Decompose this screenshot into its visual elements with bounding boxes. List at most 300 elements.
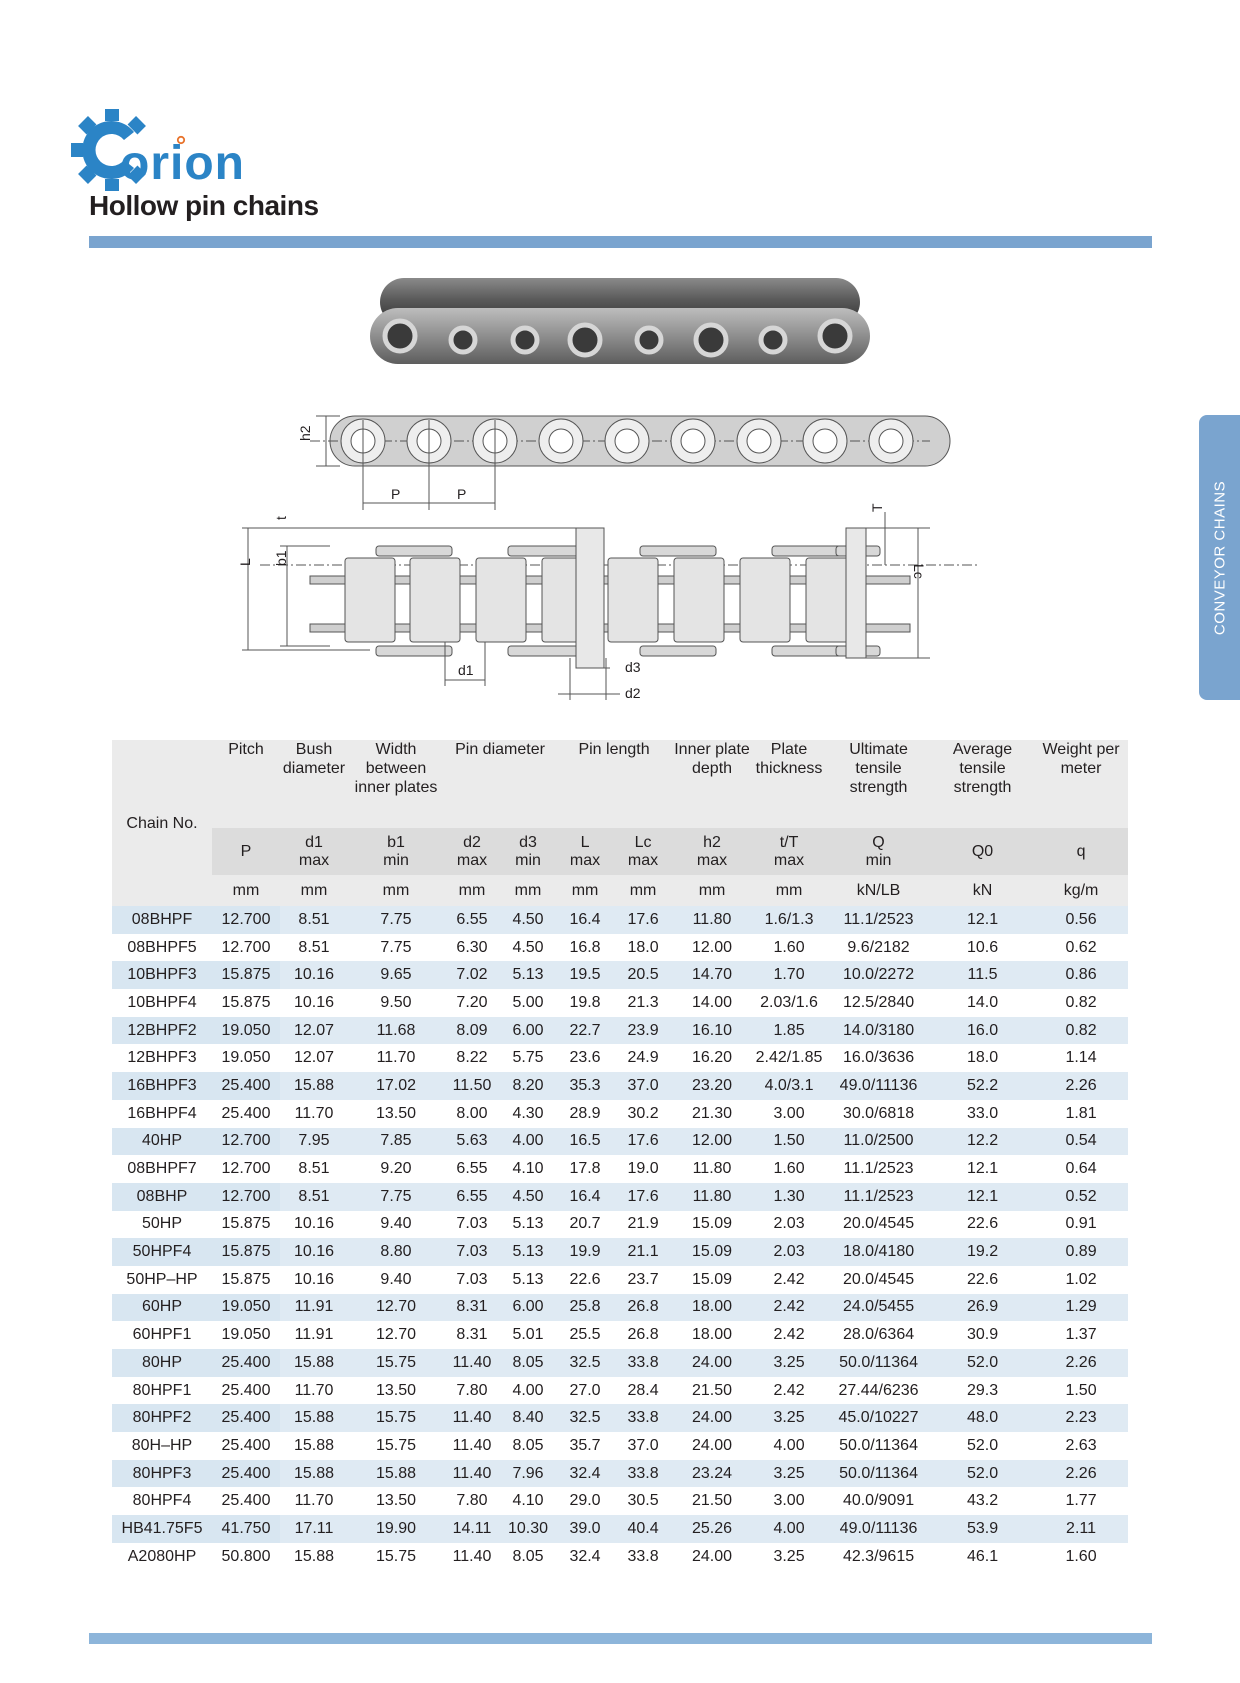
table-cell: 1.60 — [752, 1155, 826, 1183]
table-cell: 0.91 — [1034, 1211, 1128, 1239]
table-cell: 12.2 — [931, 1128, 1034, 1156]
chain-no-cell: 08BHP — [112, 1183, 212, 1211]
table-cell: 29.0 — [556, 1487, 614, 1515]
chain-no-cell: 60HP — [112, 1294, 212, 1322]
table-cell: 12.5/2840 — [826, 989, 931, 1017]
table-row — [112, 1266, 1128, 1294]
table-cell: 11.40 — [444, 1432, 500, 1460]
label-pitch-1: P — [391, 486, 401, 502]
label-big-t: T — [869, 503, 885, 512]
table-cell: 16.5 — [556, 1128, 614, 1156]
table-cell: 32.5 — [556, 1349, 614, 1377]
header-divider — [89, 236, 1152, 248]
table-cell: 50.0/11364 — [826, 1460, 931, 1488]
table-cell: 52.0 — [931, 1432, 1034, 1460]
header-unit-cell: mm — [280, 875, 348, 906]
table-cell: 3.25 — [752, 1543, 826, 1571]
table-cell: 10.16 — [280, 1238, 348, 1266]
table-row — [112, 934, 1128, 962]
label-pitch-2: P — [457, 486, 467, 502]
table-cell: 7.80 — [444, 1377, 500, 1405]
table-cell: 20.7 — [556, 1211, 614, 1239]
table-cell: 5.13 — [500, 1266, 556, 1294]
table-cell: 12.70 — [348, 1321, 444, 1349]
table-cell: 5.00 — [500, 989, 556, 1017]
header-unit-cell: mm — [614, 875, 672, 906]
table-cell: 11.1/2523 — [826, 906, 931, 934]
table-cell: 23.20 — [672, 1072, 752, 1100]
table-cell: 8.80 — [348, 1238, 444, 1266]
table-cell: 2.11 — [1034, 1515, 1128, 1543]
label-b1: b1 — [273, 550, 289, 566]
table-cell: 18.00 — [672, 1321, 752, 1349]
table-cell: 7.03 — [444, 1211, 500, 1239]
table-cell: 15.875 — [212, 961, 280, 989]
table-cell: 49.0/11136 — [826, 1515, 931, 1543]
label-d2: d2 — [625, 685, 641, 701]
table-cell: 5.13 — [500, 1238, 556, 1266]
table-cell: 17.8 — [556, 1155, 614, 1183]
table-cell: 5.01 — [500, 1321, 556, 1349]
table-row — [112, 1487, 1128, 1515]
label-h2: h2 — [297, 425, 313, 441]
table-cell: 25.26 — [672, 1515, 752, 1543]
table-cell: 24.00 — [672, 1349, 752, 1377]
table-cell: 3.25 — [752, 1404, 826, 1432]
header-group-cell: Ultimate tensile strength — [826, 740, 931, 828]
table-cell: 25.5 — [556, 1321, 614, 1349]
table-cell: 8.51 — [280, 906, 348, 934]
table-cell: 5.63 — [444, 1128, 500, 1156]
table-cell: 8.51 — [280, 1183, 348, 1211]
table-cell: 21.9 — [614, 1211, 672, 1239]
table-cell: 10.16 — [280, 989, 348, 1017]
table-cell: 11.70 — [348, 1044, 444, 1072]
table-cell: 23.6 — [556, 1044, 614, 1072]
table-cell: 35.3 — [556, 1072, 614, 1100]
table-cell: 9.40 — [348, 1211, 444, 1239]
table-cell: 7.96 — [500, 1460, 556, 1488]
header-group-cell: Pitch — [212, 740, 280, 828]
table-cell: 1.02 — [1034, 1266, 1128, 1294]
table-row — [112, 1072, 1128, 1100]
header-group-cell: Weight per meter — [1034, 740, 1128, 828]
table-row — [112, 1211, 1128, 1239]
table-cell: 10.6 — [931, 934, 1034, 962]
table-cell: 19.5 — [556, 961, 614, 989]
table-cell: 16.4 — [556, 1183, 614, 1211]
table-cell: 11.40 — [444, 1460, 500, 1488]
table-cell: 1.70 — [752, 961, 826, 989]
table-cell: 26.8 — [614, 1321, 672, 1349]
table-cell: 48.0 — [931, 1404, 1034, 1432]
table-cell: 11.70 — [280, 1487, 348, 1515]
table-cell: 16.4 — [556, 906, 614, 934]
table-cell: 14.00 — [672, 989, 752, 1017]
table-cell: 7.75 — [348, 934, 444, 962]
table-row — [112, 1238, 1128, 1266]
chain-no-cell: 60HPF1 — [112, 1321, 212, 1349]
table-cell: 2.42 — [752, 1294, 826, 1322]
table-cell: 7.75 — [348, 1183, 444, 1211]
table-cell: 12.700 — [212, 934, 280, 962]
table-cell: 21.30 — [672, 1100, 752, 1128]
table-cell: 6.00 — [500, 1017, 556, 1045]
table-cell: 45.0/10227 — [826, 1404, 931, 1432]
table-row — [112, 1432, 1128, 1460]
chain-no-cell: 50HPF4 — [112, 1238, 212, 1266]
table-cell: 17.6 — [614, 1128, 672, 1156]
table-cell: 11.70 — [280, 1377, 348, 1405]
table-cell: 52.0 — [931, 1349, 1034, 1377]
table-cell: 19.050 — [212, 1321, 280, 1349]
table-cell: 20.0/4545 — [826, 1211, 931, 1239]
table-cell: 11.1/2523 — [826, 1183, 931, 1211]
table-cell: 41.750 — [212, 1515, 280, 1543]
table-cell: 14.0/3180 — [826, 1017, 931, 1045]
table-cell: 16.8 — [556, 934, 614, 962]
table-cell: 25.8 — [556, 1294, 614, 1322]
table-cell: 21.50 — [672, 1487, 752, 1515]
table-cell: 13.50 — [348, 1377, 444, 1405]
table-cell: 1.50 — [1034, 1377, 1128, 1405]
table-row — [112, 1543, 1128, 1571]
chain-no-cell: A2080HP — [112, 1543, 212, 1571]
table-cell: 12.70 — [348, 1294, 444, 1322]
table-cell: 14.11 — [444, 1515, 500, 1543]
table-cell: 24.9 — [614, 1044, 672, 1072]
table-cell: 2.42 — [752, 1377, 826, 1405]
table-cell: 5.75 — [500, 1044, 556, 1072]
table-row — [112, 1044, 1128, 1072]
header-unit-row — [112, 875, 1128, 906]
table-cell: 33.8 — [614, 1349, 672, 1377]
table-cell: 27.44/6236 — [826, 1377, 931, 1405]
table-cell: 2.42 — [752, 1266, 826, 1294]
table-cell: 40.4 — [614, 1515, 672, 1543]
label-d1: d1 — [458, 662, 474, 678]
table-cell: 49.0/11136 — [826, 1072, 931, 1100]
chain-photo — [365, 270, 875, 370]
table-cell: 15.88 — [280, 1072, 348, 1100]
table-cell: 2.26 — [1034, 1349, 1128, 1377]
table-cell: 25.400 — [212, 1100, 280, 1128]
table-cell: 27.0 — [556, 1377, 614, 1405]
table-cell: 2.03 — [752, 1211, 826, 1239]
table-cell: 15.88 — [280, 1404, 348, 1432]
table-cell: 7.75 — [348, 906, 444, 934]
header-symbol-cell: Q min — [826, 828, 931, 875]
table-cell: 4.30 — [500, 1100, 556, 1128]
table-cell: 23.9 — [614, 1017, 672, 1045]
table-cell: 0.89 — [1034, 1238, 1128, 1266]
table-cell: 9.6/2182 — [826, 934, 931, 962]
page-title: Hollow pin chains — [89, 190, 319, 221]
table-cell: 4.10 — [500, 1155, 556, 1183]
chain-no-cell: HB41.75F5 — [112, 1515, 212, 1543]
chain-dimension-drawing — [237, 400, 1000, 720]
header-symbol-cell: Lc max — [614, 828, 672, 875]
table-cell: 0.52 — [1034, 1183, 1128, 1211]
table-cell: 10.16 — [280, 1211, 348, 1239]
table-cell: 2.03 — [752, 1238, 826, 1266]
table-cell: 8.31 — [444, 1294, 500, 1322]
table-row — [112, 1100, 1128, 1128]
table-cell: 15.88 — [280, 1349, 348, 1377]
table-cell: 22.6 — [556, 1266, 614, 1294]
table-cell: 1.85 — [752, 1017, 826, 1045]
table-cell: 6.30 — [444, 934, 500, 962]
table-cell: 23.24 — [672, 1460, 752, 1488]
table-cell: 19.2 — [931, 1238, 1034, 1266]
table-cell: 2.26 — [1034, 1460, 1128, 1488]
table-cell: 30.9 — [931, 1321, 1034, 1349]
chain-no-cell: 16BHPF4 — [112, 1100, 212, 1128]
table-cell: 1.30 — [752, 1183, 826, 1211]
table-row — [112, 1460, 1128, 1488]
table-cell: 1.14 — [1034, 1044, 1128, 1072]
table-cell: 11.70 — [280, 1100, 348, 1128]
chain-no-cell: 08BHPF7 — [112, 1155, 212, 1183]
table-cell: 1.60 — [752, 934, 826, 962]
header-symbol-row — [112, 828, 1128, 875]
table-cell: 17.6 — [614, 1183, 672, 1211]
table-cell: 24.00 — [672, 1432, 752, 1460]
table-cell: 15.75 — [348, 1404, 444, 1432]
header-symbol-cell: Q0 — [931, 828, 1034, 875]
table-cell: 15.875 — [212, 1266, 280, 1294]
table-cell: 1.37 — [1034, 1321, 1128, 1349]
chain-no-cell: 08BHPF — [112, 906, 212, 934]
chain-no-cell: 12BHPF3 — [112, 1044, 212, 1072]
table-cell: 42.3/9615 — [826, 1543, 931, 1571]
table-cell: 1.60 — [1034, 1543, 1128, 1571]
table-cell: 0.56 — [1034, 906, 1128, 934]
table-cell: 15.09 — [672, 1238, 752, 1266]
table-cell: 7.95 — [280, 1128, 348, 1156]
table-row — [112, 1515, 1128, 1543]
header-unit-cell: kN/LB — [826, 875, 931, 906]
header-group-cell: Pin length — [556, 740, 672, 828]
table-cell: 37.0 — [614, 1432, 672, 1460]
table-cell: 19.050 — [212, 1044, 280, 1072]
section-side-tab[interactable] — [1199, 415, 1240, 700]
table-cell: 16.20 — [672, 1044, 752, 1072]
table-cell: 33.8 — [614, 1404, 672, 1432]
table-cell: 28.4 — [614, 1377, 672, 1405]
table-cell: 12.700 — [212, 1155, 280, 1183]
table-row — [112, 1349, 1128, 1377]
table-cell: 8.05 — [500, 1543, 556, 1571]
table-cell: 11.80 — [672, 1183, 752, 1211]
table-cell: 13.50 — [348, 1100, 444, 1128]
table-cell: 11.40 — [444, 1543, 500, 1571]
table-cell: 10.0/2272 — [826, 961, 931, 989]
table-cell: 12.700 — [212, 1183, 280, 1211]
table-cell: 23.7 — [614, 1266, 672, 1294]
brand-name: orion — [120, 137, 245, 190]
table-cell: 2.26 — [1034, 1072, 1128, 1100]
table-cell: 11.80 — [672, 1155, 752, 1183]
table-cell: 10.30 — [500, 1515, 556, 1543]
table-cell: 15.88 — [280, 1460, 348, 1488]
table-cell: 16.0 — [931, 1017, 1034, 1045]
table-cell: 12.1 — [931, 1183, 1034, 1211]
spec-table — [112, 740, 1128, 1571]
table-cell: 6.55 — [444, 1183, 500, 1211]
chain-no-cell: 40HP — [112, 1128, 212, 1156]
table-cell: 24.0/5455 — [826, 1294, 931, 1322]
table-cell: 33.0 — [931, 1100, 1034, 1128]
header-symbol-cell: q — [1034, 828, 1128, 875]
table-cell: 46.1 — [931, 1543, 1034, 1571]
table-cell: 4.50 — [500, 1183, 556, 1211]
table-row — [112, 961, 1128, 989]
table-cell: 21.50 — [672, 1377, 752, 1405]
chain-no-cell: 10BHPF4 — [112, 989, 212, 1017]
table-cell: 33.8 — [614, 1460, 672, 1488]
table-cell: 6.55 — [444, 906, 500, 934]
table-cell: 25.400 — [212, 1487, 280, 1515]
table-cell: 25.400 — [212, 1460, 280, 1488]
table-cell: 17.11 — [280, 1515, 348, 1543]
table-cell: 32.4 — [556, 1460, 614, 1488]
chain-no-cell: 08BHPF5 — [112, 934, 212, 962]
table-cell: 2.23 — [1034, 1404, 1128, 1432]
table-cell: 26.8 — [614, 1294, 672, 1322]
table-cell: 1.6/1.3 — [752, 906, 826, 934]
table-row — [112, 1017, 1128, 1045]
table-cell: 12.00 — [672, 934, 752, 962]
table-cell: 0.82 — [1034, 1017, 1128, 1045]
table-cell: 18.00 — [672, 1294, 752, 1322]
chain-no-cell: 80HPF3 — [112, 1460, 212, 1488]
table-cell: 12.1 — [931, 1155, 1034, 1183]
table-cell: 11.91 — [280, 1321, 348, 1349]
table-cell: 16.0/3636 — [826, 1044, 931, 1072]
table-cell: 40.0/9091 — [826, 1487, 931, 1515]
table-cell: 15.88 — [280, 1543, 348, 1571]
table-cell: 7.03 — [444, 1266, 500, 1294]
table-cell: 11.1/2523 — [826, 1155, 931, 1183]
header-symbol-cell: t/T max — [752, 828, 826, 875]
table-cell: 0.82 — [1034, 989, 1128, 1017]
table-cell: 12.00 — [672, 1128, 752, 1156]
chain-no-cell: 50HP–HP — [112, 1266, 212, 1294]
header-symbol-cell: b1 min — [348, 828, 444, 875]
table-cell: 25.400 — [212, 1349, 280, 1377]
table-cell: 32.4 — [556, 1543, 614, 1571]
table-cell: 53.9 — [931, 1515, 1034, 1543]
table-cell: 28.0/6364 — [826, 1321, 931, 1349]
table-cell: 9.20 — [348, 1155, 444, 1183]
header-group-cell: Bush diameter — [280, 740, 348, 828]
header-unit-cell: mm — [212, 875, 280, 906]
table-cell: 14.0 — [931, 989, 1034, 1017]
header-unit-cell: mm — [348, 875, 444, 906]
header-unit-cell: mm — [444, 875, 500, 906]
header-unit-cell: mm — [752, 875, 826, 906]
table-cell: 26.9 — [931, 1294, 1034, 1322]
table-cell: 28.9 — [556, 1100, 614, 1128]
table-cell: 3.25 — [752, 1349, 826, 1377]
table-cell: 10.16 — [280, 961, 348, 989]
table-cell: 3.00 — [752, 1487, 826, 1515]
table-row — [112, 1294, 1128, 1322]
table-cell: 20.5 — [614, 961, 672, 989]
chain-no-cell: 80HPF2 — [112, 1404, 212, 1432]
table-cell: 50.0/11364 — [826, 1349, 931, 1377]
table-cell: 11.5 — [931, 961, 1034, 989]
header-symbol-cell: h2 max — [672, 828, 752, 875]
chain-no-cell: 80HPF4 — [112, 1487, 212, 1515]
table-cell: 0.64 — [1034, 1155, 1128, 1183]
table-cell: 19.050 — [212, 1294, 280, 1322]
table-cell: 8.20 — [500, 1072, 556, 1100]
table-cell: 2.03/1.6 — [752, 989, 826, 1017]
table-cell: 1.50 — [752, 1128, 826, 1156]
table-cell: 33.8 — [614, 1543, 672, 1571]
header-unit-cell: mm — [556, 875, 614, 906]
table-row — [112, 906, 1128, 934]
table-row — [112, 1155, 1128, 1183]
table-cell: 8.22 — [444, 1044, 500, 1072]
table-cell: 24.00 — [672, 1404, 752, 1432]
table-cell: 7.20 — [444, 989, 500, 1017]
table-cell: 22.7 — [556, 1017, 614, 1045]
table-cell: 16.10 — [672, 1017, 752, 1045]
table-row — [112, 1183, 1128, 1211]
chain-no-cell: 80HP — [112, 1349, 212, 1377]
table-cell: 6.00 — [500, 1294, 556, 1322]
table-cell: 29.3 — [931, 1377, 1034, 1405]
table-cell: 17.02 — [348, 1072, 444, 1100]
table-cell: 5.13 — [500, 961, 556, 989]
table-cell: 39.0 — [556, 1515, 614, 1543]
table-cell: 17.6 — [614, 906, 672, 934]
table-cell: 24.00 — [672, 1543, 752, 1571]
table-cell: 19.9 — [556, 1238, 614, 1266]
chain-no-cell: 10BHPF3 — [112, 961, 212, 989]
table-cell: 12.700 — [212, 906, 280, 934]
table-cell: 25.400 — [212, 1404, 280, 1432]
table-cell: 18.0/4180 — [826, 1238, 931, 1266]
label-lc: Lc — [911, 564, 927, 579]
table-cell: 4.0/3.1 — [752, 1072, 826, 1100]
table-row — [112, 1321, 1128, 1349]
table-row — [112, 989, 1128, 1017]
table-cell: 7.80 — [444, 1487, 500, 1515]
label-t: t — [273, 516, 289, 520]
table-cell: 11.80 — [672, 906, 752, 934]
table-cell: 12.1 — [931, 906, 1034, 934]
table-cell: 7.03 — [444, 1238, 500, 1266]
label-d3: d3 — [625, 659, 641, 675]
table-cell: 2.42/1.85 — [752, 1044, 826, 1072]
table-cell: 4.50 — [500, 934, 556, 962]
footer-divider — [89, 1633, 1152, 1644]
table-cell: 14.70 — [672, 961, 752, 989]
table-cell: 4.50 — [500, 906, 556, 934]
side-view — [310, 416, 950, 510]
table-cell: 12.700 — [212, 1128, 280, 1156]
table-cell: 15.88 — [280, 1432, 348, 1460]
table-cell: 13.50 — [348, 1487, 444, 1515]
header-symbol-cell: d1 max — [280, 828, 348, 875]
header-group-cell: Pin diameter — [444, 740, 556, 828]
table-cell: 43.2 — [931, 1487, 1034, 1515]
table-cell: 7.85 — [348, 1128, 444, 1156]
